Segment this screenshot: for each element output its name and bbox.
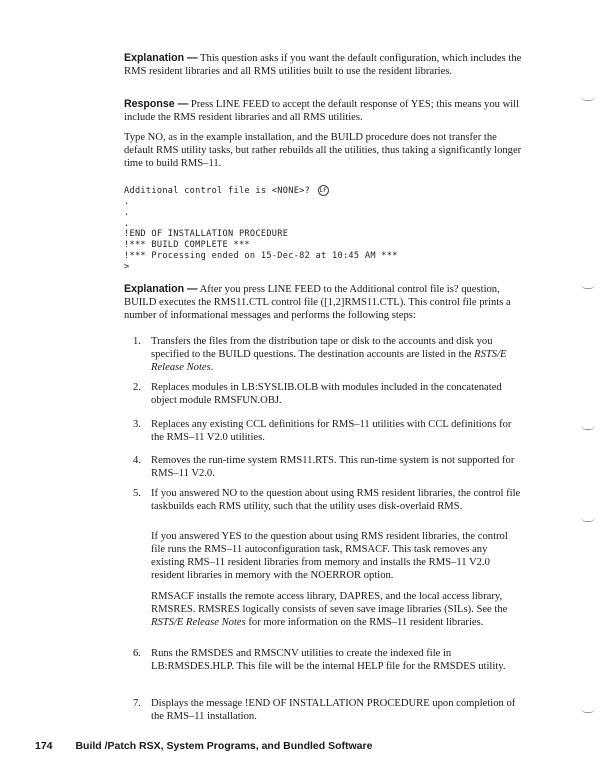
- step-text: Replaces modules in LB:SYSLIB.OLB with modules included in the concatenated object module RMSFUN.OBJ.: [151, 382, 502, 407]
- page-footer: [35, 740, 372, 752]
- line-feed-key-icon: LF: [319, 187, 327, 194]
- code-ellipsis-dot: .: [124, 219, 130, 229]
- type-no-text: Type NO, as in the example installation, and the BUILD procedure does not transfer the default RMS utility tasks, but rather rebuilds all the utilities, thus taking a significantly longer time to build RMS–11.: [124, 132, 522, 170]
- step-number: 2.: [133, 382, 141, 393]
- step-5-subparagraph-rmsacf: [151, 590, 521, 629]
- explanation-paragraph-1: [124, 52, 524, 78]
- margin-mark: [581, 96, 595, 101]
- explanation-paragraph-2: [124, 283, 524, 322]
- code-line-build-complete: !*** BUILD COMPLETE ***: [124, 240, 250, 250]
- step-text: [151, 335, 521, 374]
- response-label: Response —: [124, 98, 189, 110]
- step-text: Runs the RMSDES and RMSCNV utilities to create the indexed file in LB:RMSDES.HLP. This file will be the internal HELP file for the RMSDES utility.: [151, 648, 506, 673]
- step-text-main: Transfers the files from the distribution tape or disk to the accounts and disk you specified to the BUILD questions. The destination accounts are listed in the: [151, 336, 493, 361]
- explanation-text: After you press LINE FEED to the Additional control file is? question, BUILD executes the RMS11.CTL control file ([1,2]RMS11.CTL). This control file prints a number of informational messages and performs the following steps:: [124, 284, 511, 322]
- type-no-paragraph: [124, 131, 524, 170]
- code-ellipsis-dot: .: [124, 197, 130, 207]
- step-number: 3.: [133, 419, 141, 430]
- step-5-subparagraph-yes: If you answered YES to the question about using RMS resident libraries, the control file runs the RMS–11 autoconfiguration task, RMSACF. This task removes any existing RMS–11 resident libraries from memory and installs the RMS–11 V2.0 resident libraries in memory with the NOERROR option.: [151, 531, 508, 582]
- step-number: 7.: [133, 698, 141, 709]
- margin-mark: [581, 425, 595, 430]
- step-number: 4.: [133, 455, 141, 466]
- footer-title: Build /Patch RSX, System Programs, and Bundled Software: [75, 740, 373, 752]
- code-line-prompt: [124, 185, 329, 198]
- explanation-text: This question asks if you want the default configuration, which includes the RMS resident libraries and all RMS utilities built to use the resident libraries.: [124, 53, 522, 78]
- explanation-label: Explanation —: [124, 52, 198, 64]
- explanation-label: Explanation —: [124, 283, 198, 295]
- response-paragraph: [124, 98, 524, 124]
- response-text: Press LINE FEED to accept the default response of YES; this means you will include the RMS resident libraries and all RMS utilities.: [124, 99, 520, 124]
- code-line-prompt-char: >: [124, 262, 130, 272]
- step-number: 1.: [133, 336, 141, 347]
- prompt-text: Additional control file is <NONE>?: [124, 186, 311, 196]
- margin-mark: [581, 708, 595, 713]
- step-text: Replaces any existing CCL definitions for RMS–11 utilities with CCL definitions for the RMS–11 V2.0 utilities.: [151, 419, 512, 444]
- rmsacf-tail: for more information on the RMS–11 resident libraries.: [245, 617, 484, 629]
- step-number: 5.: [133, 488, 141, 499]
- step-text: If you answered NO to the question about using RMS resident libraries, the control file taskbuilds each RMS utility, such that the utility uses disk-overlaid RMS.: [151, 488, 521, 513]
- rmsacf-text: RMSACF installs the remote access library, DAPRES, and the local access library, RMSRES. RMSRES logically consists of seven save image libraries (SILs). See the: [151, 591, 508, 616]
- step-text-tail: .: [210, 362, 214, 374]
- step-text: Displays the message !END OF INSTALLATION PROCEDURE upon completion of the RMS–11 installation.: [151, 698, 516, 723]
- margin-mark: [581, 517, 595, 522]
- page-number: 174: [35, 740, 53, 752]
- margin-mark: [581, 284, 595, 289]
- step-number: 6.: [133, 648, 141, 659]
- code-line-end: !END OF INSTALLATION PROCEDURE: [124, 229, 289, 239]
- code-ellipsis-dot: .: [124, 208, 130, 218]
- code-line-processing-ended: !*** Processing ended on 15-Dec-82 at 10:45 AM ***: [124, 251, 398, 261]
- manual-title: RSTS/E Release Notes: [151, 617, 246, 629]
- manual-title: RSTS/E Release Notes: [151, 349, 507, 374]
- step-text: Removes the run-time system RMS11.RTS. This run-time system is not supported for RMS–11 V2.0.: [151, 455, 515, 480]
